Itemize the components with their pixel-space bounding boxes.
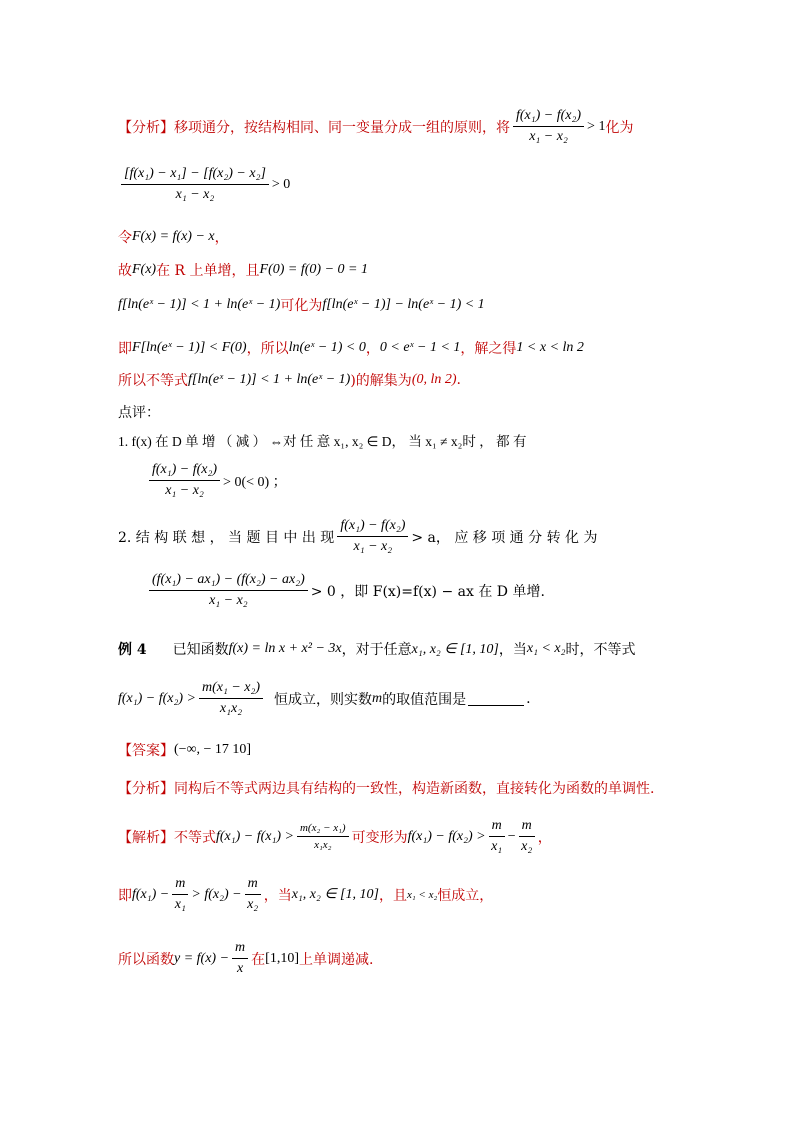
text: .: [456, 372, 461, 388]
text: ，: [365, 341, 380, 357]
math-inline: x₁ < x₂: [526, 641, 566, 656]
text: ，且: [378, 887, 407, 904]
fraction-denominator: x₁ − x₂: [175, 187, 215, 202]
answer-line: [118, 740, 251, 760]
math-inline: F(0) = f(0) − 0 = 1: [259, 262, 368, 277]
math-inline: f(x₁) − f(x₂) >: [118, 690, 196, 706]
fraction-numerator: m(x₁ − x₂): [199, 680, 263, 699]
text: ，: [214, 230, 229, 246]
fraction-numerator: m: [519, 818, 535, 837]
fraction-numerator: m(x₂ − x₁): [297, 822, 349, 837]
math-inline: F[ln(eˣ − 1)] < F(0): [132, 340, 247, 355]
fraction-numerator: f(x₁) − f(x₂): [149, 462, 220, 481]
example-label: 例 4: [118, 642, 147, 658]
text: 恒成立，: [437, 887, 494, 904]
text: 已知函数: [172, 642, 229, 658]
fraction: [513, 108, 584, 145]
math-inline: > 0(< 0) ；: [223, 474, 287, 490]
text: ，: [537, 829, 552, 846]
text-line: [118, 940, 373, 977]
fraction-denominator: x₂: [521, 839, 533, 854]
analysis-text: 移项通分，按结构相同、同一变量分成一组的原则，将: [174, 119, 510, 136]
fraction-numerator: f(x₁) − f(x₂): [337, 518, 408, 537]
fraction-denominator: x: [237, 961, 244, 976]
comment-title: [118, 402, 160, 422]
text: 在 R 上单增，且: [156, 263, 260, 279]
math-inline: f[ln(eˣ − 1)] − ln(eˣ − 1) < 1: [322, 297, 485, 312]
text: 故: [118, 263, 132, 279]
text-line: [118, 227, 229, 247]
fraction-numerator: m: [245, 876, 261, 895]
text: ，解之得: [460, 341, 517, 357]
fraction-numerator: [f(x₁) − x₁] − [f(x₂) − x₂]: [121, 166, 269, 185]
fraction-denominator: x₁: [174, 897, 186, 912]
text: 所以不等式: [118, 373, 188, 389]
math-inline: f(x₁) − f(x₁) >: [216, 828, 294, 844]
math-inline: F(x) = f(x) − x: [132, 229, 215, 244]
fraction: [489, 818, 505, 855]
fraction-denominator: x₁ − x₂: [353, 539, 393, 554]
fraction-denominator: x₁x₂: [219, 701, 243, 716]
text: 即: [118, 341, 132, 357]
fraction: [232, 940, 248, 977]
example-line: [118, 680, 531, 717]
analysis-tail: 化为: [605, 119, 634, 136]
answer-tag: 【答案】: [118, 742, 174, 758]
text-line: [118, 260, 368, 280]
text: 可化为: [280, 298, 323, 314]
fraction: [149, 572, 308, 609]
text-line: [118, 876, 493, 913]
text: ，所以: [246, 341, 289, 357]
fraction-denominator: x₁ − x₂: [209, 593, 248, 608]
math-inline: x₁, x₂ ∈ [1, 10]: [291, 887, 379, 902]
math-inline: > 0: [271, 176, 291, 192]
text: 不等式: [174, 829, 216, 846]
text: 可变形为: [351, 829, 408, 846]
text: 令: [118, 230, 132, 246]
fraction-numerator: m: [489, 818, 505, 837]
math-expression: [146, 462, 287, 499]
fraction: [121, 166, 269, 203]
analysis-tag: 【分析】: [118, 118, 174, 135]
math-inline: f(x) = ln x + x² − 3x: [228, 641, 342, 656]
fraction-denominator: x₁x₂: [314, 839, 332, 851]
fraction-numerator: m: [172, 876, 188, 895]
math-inline: m: [372, 690, 383, 706]
text: ，当: [263, 887, 292, 904]
fraction: [337, 518, 408, 555]
text: 1. f(x) 在 D 单 增 （ 减 ） ⇔对 任 意 x₁, x₂ ∈ D， 当 x₁ ≠ x₂时 ， 都 有: [118, 434, 527, 449]
text: .: [526, 690, 531, 707]
analysis-line: [118, 108, 633, 145]
analysis-text: 同构后不等式两边具有结构的一致性，构造新函数，直接转化为函数的单调性.: [174, 781, 655, 797]
math-inline: f[ln(eˣ − 1)] < 1 + ln(eˣ − 1): [118, 297, 281, 312]
fraction: [519, 818, 535, 855]
solution-line: [118, 818, 552, 855]
text: ，对于任意: [341, 642, 412, 658]
example-line: [118, 639, 636, 659]
fraction-numerator: m: [232, 940, 248, 959]
math-inline: x₁, x₂ ∈ [1, 10]: [411, 641, 499, 657]
math-inline: f(x₁) −: [132, 886, 170, 902]
text: > 0 ，即 F(x)=f(x) − ax 在 D 单增.: [310, 583, 545, 600]
fraction: [245, 876, 261, 913]
solution-tag: 【解析】: [118, 828, 174, 845]
fraction-numerator: (f(x₁) − ax₁) − (f(x₂) − ax₂): [149, 572, 308, 591]
text: 即: [118, 887, 132, 904]
text: 时，不等式: [565, 642, 636, 658]
analysis-line: [118, 778, 654, 798]
math-inline: ln(eˣ − 1) < 0: [288, 340, 366, 355]
math-inline: f(x₁) − f(x₂) >: [407, 828, 486, 844]
math-expression: [146, 572, 545, 609]
math-inline: 0 < eˣ − 1 < 1: [379, 340, 461, 355]
fraction-numerator: f(x₁) − f(x₂): [513, 108, 584, 127]
fraction: [199, 680, 263, 717]
text: 的取值范围是: [382, 691, 467, 708]
fraction-denominator: x₁ − x₂: [165, 483, 204, 498]
answer-value: (−∞, − 17 10]: [174, 742, 252, 757]
fraction: [172, 876, 188, 913]
text-line: [118, 338, 584, 358]
text: 2. 结 构 联 想 ， 当 题 目 中 出 现: [118, 529, 335, 546]
text: ，当: [498, 642, 527, 658]
math-inline: y = f(x) −: [174, 950, 230, 966]
text: 所以函数: [118, 951, 174, 968]
math-inline: −: [507, 828, 516, 844]
math-inline: > f(x₂) −: [191, 886, 242, 902]
text-line: [118, 370, 461, 390]
math-inline: 1 < x < ln 2: [516, 340, 584, 355]
math-inline: [1,10]: [265, 950, 299, 966]
text: 上单调递减.: [299, 951, 374, 968]
comment-item-1: [118, 430, 526, 450]
math-expression: [118, 166, 290, 203]
fraction: [149, 462, 220, 499]
text: )的解集为: [350, 373, 412, 389]
comment-item-2: [118, 518, 598, 555]
fraction-denominator: x₁ − x₂: [529, 129, 568, 144]
text: 恒成立，则实数: [274, 691, 373, 708]
text: 点评：: [118, 405, 160, 421]
math-inline: f[ln(eˣ − 1)] < 1 + ln(eˣ − 1): [188, 372, 351, 387]
answer-blank: [468, 691, 524, 706]
text-line: [118, 295, 485, 315]
analysis-tag: 【分析】: [118, 780, 174, 796]
fraction-denominator: x₂: [247, 897, 259, 912]
text: 在: [251, 951, 266, 968]
math-inline: > 1: [587, 118, 606, 134]
fraction-denominator: x₁: [491, 839, 503, 854]
fraction: [297, 822, 349, 851]
math-inline: F(x): [132, 262, 157, 277]
math-inline: x₁ < x₂: [406, 888, 438, 901]
text: > a， 应 移 项 通 分 转 化 为: [411, 529, 598, 546]
math-inline: (0, ln 2): [411, 372, 457, 387]
